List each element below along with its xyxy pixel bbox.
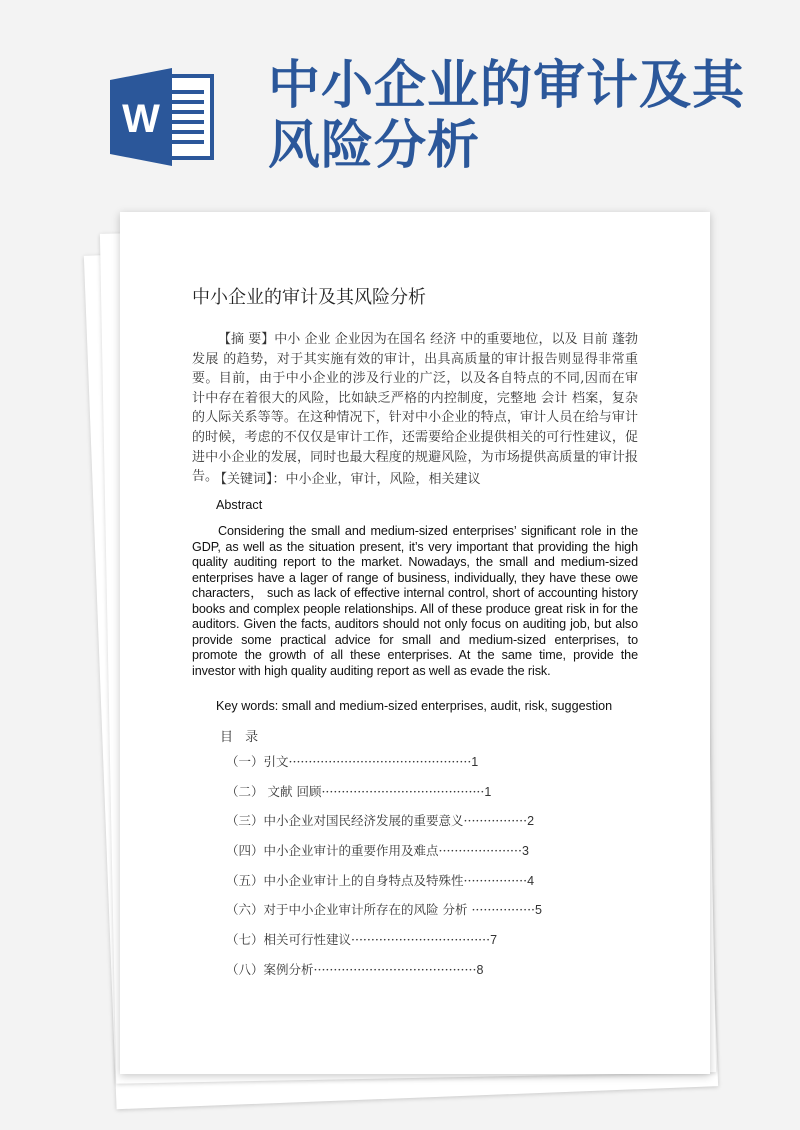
toc-item-leader: ·····················: [438, 843, 522, 859]
toc-item-page: 8: [476, 962, 484, 977]
abstract-chinese: 【摘 要】中小 企业 企业因为在国名 经济 中的重要地位，以及 目前 蓬勃发展 的趋势，对于其实施有效的审计，出具高质量的审计报告则显得非常重要。目前，由于中小企业的涉及行业的广泛，以及各自特点的不同,因而在审计中存在着很大的风险，比如缺乏严格的内控制度，完整地 会计 档案，复杂的人际关系等等。在这种情况下，针对中小企业的特点，审计人员在给与审计的时候，考虑的不仅仅是审计工作，还需要给企业提供相关的可行性建议，促进中小企业的发展，同时也最大程度的规避风险，为市场提供高质量的审计报告。: [192, 332, 638, 485]
toc-item-label: （四）中小企业审计的重要作用及难点: [226, 843, 439, 859]
toc-item-label: （五）中小企业审计上的自身特点及特殊性: [226, 872, 464, 888]
toc-item-label: （一）引文: [226, 754, 289, 769]
toc-item: [226, 841, 542, 871]
toc-heading: 目 录: [220, 730, 263, 745]
toc-item: [226, 871, 542, 901]
toc-item-leader: ················: [463, 872, 528, 888]
toc-item-page: 7: [490, 933, 498, 948]
toc-item-leader: ················: [463, 813, 528, 829]
keywords-english: Key words: small and medium-sized enterprises, audit, risk, suggestion: [216, 699, 613, 713]
toc-item: [226, 811, 542, 841]
toc-item-page: 3: [521, 844, 529, 859]
toc-item-page: 1: [471, 755, 479, 769]
toc-item-label: （二） 文献 回顾: [226, 783, 322, 799]
toc-item: [226, 930, 542, 960]
keywords-chinese: 【关键词】：中小企业，审计，风险，相关建议: [214, 472, 481, 487]
toc-item-page: 1: [484, 784, 492, 799]
abstract-heading: Abstract: [216, 498, 263, 512]
toc-item: [226, 960, 542, 990]
table-of-contents: [226, 752, 542, 990]
toc-item: [226, 900, 542, 930]
toc-item-page: 5: [535, 903, 542, 918]
toc-item-leader: ················: [471, 902, 536, 918]
toc-item: [226, 752, 542, 782]
document-title: 中小企业的审计及其风险分析: [192, 287, 426, 308]
abstract-english: Considering the small and medium-sized enterprises’ significant role in the GDP, as well as the situation present, it’s very important that providing the high quality auditing report to the market. Nowadays, the small and medium-sized enterprises have a lager of range of business, individually, they have these owe characters， such as lack of effective internal control, short of accounting history books and complex people relationships. All of these produce great risk in for the auditors. Given the facts, auditors should not only focus on auditing job, but also provide some practical advice for small and medium-sized enterprises, to promote the growth of all these enterprises. At the same time, provide the investor with high quality auditing report as well as evade the risk.: [192, 524, 638, 678]
toc-item-label: （六）对于中小企业审计所存在的风险 分析: [226, 902, 472, 918]
word-logo-letter: W: [122, 97, 160, 141]
word-document-icon: [110, 68, 214, 166]
toc-item-label: （三）中小企业对国民经济发展的重要意义: [226, 813, 464, 829]
toc-item-leader: ·········································: [321, 783, 485, 799]
toc-item-page: 2: [527, 814, 535, 829]
toc-item: [226, 782, 542, 812]
toc-item-label: （七）相关可行性建议: [226, 932, 352, 948]
toc-item-label: （八）案例分析: [226, 961, 314, 977]
toc-item-leader: ···································: [351, 932, 491, 948]
toc-item-leader: ·········································: [313, 961, 477, 977]
toc-item-leader: ··············································: [288, 754, 472, 769]
header-title: 中小企业的审计及其风险分析: [268, 56, 746, 176]
toc-item-page: 4: [527, 873, 535, 888]
